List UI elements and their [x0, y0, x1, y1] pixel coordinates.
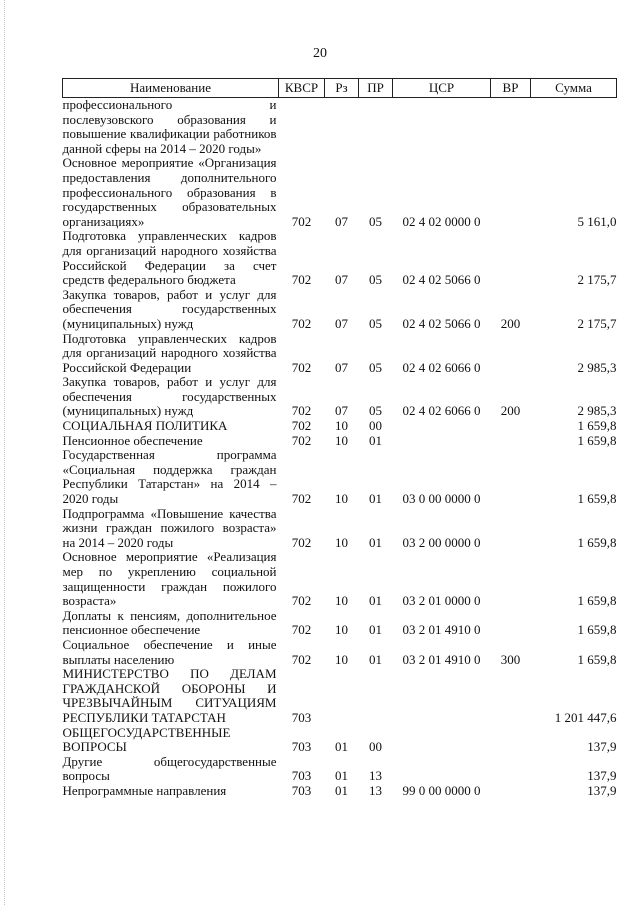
row-kvsr: 702: [291, 315, 312, 331]
row-csr: [393, 667, 491, 725]
row-sum: 137,9: [587, 782, 617, 798]
row-sum: [531, 98, 617, 157]
row-csr: [393, 98, 491, 157]
row-kvsr: 702: [291, 622, 312, 638]
row-pr: 05: [369, 359, 382, 375]
table-row: [63, 98, 617, 157]
row-pr: 01: [369, 593, 382, 609]
row-name: Подготовка управленческих кадров для организаций народного хозяйства Российской Федерации за счет средств федерального бюджета: [62, 228, 277, 288]
row-vr: [491, 419, 531, 434]
table-row: [63, 638, 617, 667]
row-vr: [491, 229, 531, 287]
row-sum: 137,9: [587, 739, 617, 755]
row-sum: 2 175,7: [577, 315, 617, 331]
row-vr: [491, 784, 531, 799]
row-sum: 2 985,3: [577, 359, 617, 375]
row-csr: 03 2 01 4910 0: [402, 622, 481, 638]
row-csr: 02 4 02 5066 0: [402, 315, 481, 331]
row-sum: 2 175,7: [577, 272, 617, 288]
row-name: Социальное обеспечение и иные выплаты населению: [62, 636, 277, 667]
row-name: СОЦИАЛЬНАЯ ПОЛИТИКА: [62, 418, 228, 434]
row-pr: 05: [369, 403, 382, 419]
row-rz: 10: [335, 491, 348, 507]
row-name: Пенсионное обеспечение: [62, 432, 203, 448]
row-kvsr: 702: [291, 272, 312, 288]
page-number: 20: [313, 46, 327, 61]
row-vr: [491, 726, 531, 755]
row-csr: [393, 755, 491, 784]
header-sum: Сумма: [531, 79, 617, 98]
row-csr: 02 4 02 6066 0: [402, 359, 481, 375]
row-sum: 5 161,0: [577, 213, 617, 229]
row-rz: 07: [335, 403, 348, 419]
row-name: МИНИСТЕРСТВО ПО ДЕЛАМ ГРАЖДАНСКОЙ ОБОРОНЫ И ЧРЕЗВЫЧАЙНЫМ СИТУАЦИЯМ РЕСПУБЛИКИ ТАТАРСТАН: [62, 666, 277, 725]
row-vr: [491, 434, 531, 449]
row-sum: 1 201 447,6: [554, 709, 617, 725]
row-rz: 01: [335, 782, 348, 798]
row-kvsr: 702: [291, 213, 312, 229]
row-name: Доплаты к пенсиям, дополнительное пенсионное обеспечение: [62, 607, 277, 638]
scan-margin-line: [4, 0, 5, 905]
table-row: [63, 288, 617, 332]
row-pr: 00: [369, 739, 382, 755]
row-sum: 137,9: [587, 768, 617, 784]
row-name: Государственная программа «Социальная поддержка граждан Республики Татарстан» на 2014 – 2020 годы: [62, 447, 277, 507]
row-csr: 03 2 01 0000 0: [402, 593, 481, 609]
row-rz: 07: [335, 213, 348, 229]
table-row: [63, 726, 617, 755]
row-vr: [491, 98, 531, 157]
row-csr: 02 4 02 6066 0: [402, 403, 481, 419]
row-kvsr: [279, 98, 325, 157]
row-kvsr: 703: [291, 709, 312, 725]
table-row: [63, 229, 617, 287]
row-pr: 13: [369, 782, 382, 798]
row-name: Закупка товаров, работ и услуг для обеспечения государственных (муниципальных) нужд: [62, 286, 277, 331]
row-vr: 300: [500, 651, 521, 667]
row-vr: [491, 156, 531, 229]
budget-table: [62, 78, 617, 799]
row-sum: 1 659,8: [577, 593, 617, 609]
row-name: Подготовка управленческих кадров для организаций народного хозяйства Российской Федерации: [62, 330, 277, 375]
row-csr: [393, 726, 491, 755]
row-vr: [491, 609, 531, 638]
table-row: [63, 332, 617, 376]
row-kvsr: 702: [291, 418, 312, 434]
row-pr: 05: [369, 213, 382, 229]
row-name: ОБЩЕГОСУДАРСТВЕННЫЕ ВОПРОСЫ: [62, 724, 231, 755]
row-vr: [491, 332, 531, 376]
row-pr: 01: [369, 432, 382, 448]
row-name: Непрограммные направления: [62, 782, 227, 798]
row-pr: 01: [369, 491, 382, 507]
row-csr: [393, 419, 491, 434]
header-name: Наименование: [63, 79, 279, 98]
row-name: Подпрограмма «Повышение качества жизни граждан пожилого возраста» на 2014 – 2020 годы: [62, 505, 277, 550]
row-rz: 01: [335, 768, 348, 784]
row-csr: 02 4 02 0000 0: [402, 213, 481, 229]
header-pr: ПР: [359, 79, 393, 98]
table-row: [63, 784, 617, 799]
row-sum: 1 659,8: [577, 622, 617, 638]
row-kvsr: 702: [291, 432, 312, 448]
row-csr: 99 0 00 0000 0: [402, 782, 481, 798]
row-csr: 03 2 00 0000 0: [402, 534, 481, 550]
row-sum: 1 659,8: [577, 534, 617, 550]
row-kvsr: 702: [291, 359, 312, 375]
row-sum: 1 659,8: [577, 432, 617, 448]
row-rz: 10: [335, 534, 348, 550]
row-rz: 10: [335, 651, 348, 667]
row-rz: 10: [335, 432, 348, 448]
row-csr: 03 2 01 4910 0: [402, 651, 481, 667]
table-row: [63, 667, 617, 725]
header-csr: ЦСР: [393, 79, 491, 98]
row-kvsr: 702: [291, 651, 312, 667]
row-kvsr: 703: [291, 739, 312, 755]
row-vr: 200: [500, 315, 521, 331]
row-rz: 10: [335, 593, 348, 609]
row-csr: 02 4 02 5066 0: [402, 272, 481, 288]
row-vr: [491, 667, 531, 725]
row-vr: [491, 755, 531, 784]
row-name: Основное мероприятие «Реализация мер по укреплению социальной защищенности граждан пожилого возраста»: [62, 549, 277, 609]
header-rz: Рз: [325, 79, 359, 98]
row-vr: [491, 507, 531, 551]
table-row: [63, 609, 617, 638]
row-vr: [491, 448, 531, 506]
row-pr: 13: [369, 768, 382, 784]
row-rz: 10: [335, 418, 348, 434]
row-rz: 01: [335, 739, 348, 755]
row-pr: 01: [369, 534, 382, 550]
row-pr: 05: [369, 272, 382, 288]
header-vr: ВР: [491, 79, 531, 98]
row-name: Основное мероприятие «Организация предоставления дополнительного профессионального образования в государственных образовательных организациях»: [62, 155, 277, 229]
row-name: профессионального и послевузовского образования и повышение квалификации работников данной сферы на 2014 – 2020 годы»: [62, 97, 277, 156]
table-row: [63, 375, 617, 419]
row-sum: 1 659,8: [577, 418, 617, 434]
table-row: [63, 755, 617, 784]
row-rz: [325, 667, 359, 725]
row-rz: 07: [335, 272, 348, 288]
row-pr: 00: [369, 418, 382, 434]
row-kvsr: 702: [291, 534, 312, 550]
header-kvsr: КВСР: [279, 79, 325, 98]
row-pr: 01: [369, 651, 382, 667]
row-vr: 200: [500, 403, 521, 419]
table-row: [63, 550, 617, 608]
row-sum: 1 659,8: [577, 491, 617, 507]
row-rz: [325, 98, 359, 157]
row-pr: 01: [369, 622, 382, 638]
row-kvsr: 702: [291, 403, 312, 419]
row-kvsr: 703: [291, 768, 312, 784]
row-pr: 05: [369, 315, 382, 331]
row-kvsr: 702: [291, 491, 312, 507]
row-pr: [359, 667, 393, 725]
table-row: [63, 434, 617, 449]
row-sum: 2 985,3: [577, 403, 617, 419]
row-rz: 10: [335, 622, 348, 638]
table-row: [63, 507, 617, 551]
row-sum: 1 659,8: [577, 651, 617, 667]
table-row: [63, 156, 617, 229]
row-name: Другие общегосударственные вопросы: [62, 753, 277, 784]
row-pr: [359, 98, 393, 157]
row-csr: 03 0 00 0000 0: [402, 491, 481, 507]
row-kvsr: 702: [291, 593, 312, 609]
table-row: [63, 419, 617, 434]
row-vr: [491, 550, 531, 608]
row-kvsr: 703: [291, 782, 312, 798]
row-rz: 07: [335, 315, 348, 331]
table-row: [63, 448, 617, 506]
row-csr: [393, 434, 491, 449]
table-header-row: [63, 79, 617, 98]
row-rz: 07: [335, 359, 348, 375]
row-name: Закупка товаров, работ и услуг для обеспечения государственных (муниципальных) нужд: [62, 374, 277, 419]
